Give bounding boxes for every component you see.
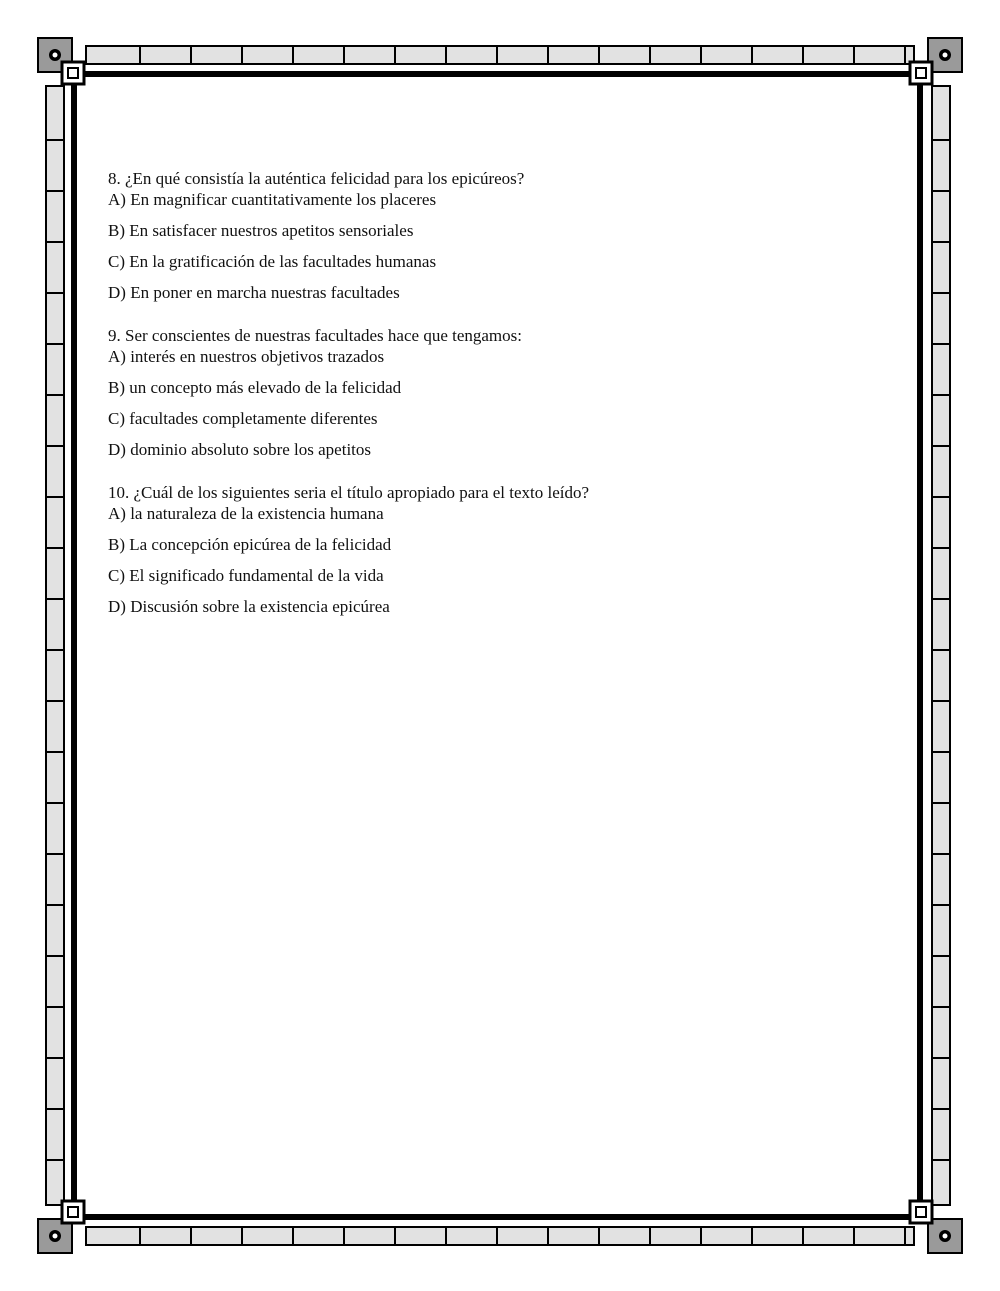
option-a: A) En magnificar cuantitativamente los placeres [108,190,437,209]
corner-ornament-bottom-left [38,1201,84,1253]
left-rail [46,86,64,1205]
question-text: 10. ¿Cuál de los siguientes seria el título apropiado para el texto leído? [108,483,590,502]
right-rail [932,86,950,1205]
question-block-10 [108,482,898,617]
question-block-8 [108,168,898,303]
corner-ornament-top-right [910,38,962,84]
left-rail-ticks [46,140,64,1160]
option-c: C) El significado fundamental de la vida [108,566,384,585]
top-rail [86,46,914,64]
corner-ornament-bottom-right [910,1201,962,1253]
option-b: B) En satisfacer nuestros apetitos sensoriales [108,221,414,240]
option-d: D) dominio absoluto sobre los apetitos [108,440,372,459]
question-text: 9. Ser conscientes de nuestras facultades hace que tengamos: [108,326,522,345]
option-a: A) la naturaleza de la existencia humana [108,504,384,523]
option-c: C) facultades completamente diferentes [108,409,378,428]
bottom-rail [86,1227,914,1245]
option-a: A) interés en nuestros objetivos trazados [108,347,385,366]
option-d: D) Discusión sobre la existencia epicúrea [108,597,390,616]
right-rail-ticks [932,140,950,1160]
corner-ornament-top-left [38,38,84,84]
question-text: 8. ¿En qué consistía la auténtica felicidad para los epicúreos? [108,169,525,188]
option-c: C) En la gratificación de las facultades humanas [108,252,437,271]
worksheet-content [108,168,898,639]
option-b: B) La concepción epicúrea de la felicidad [108,535,392,554]
option-b: B) un concepto más elevado de la felicidad [108,378,402,397]
option-d: D) En poner en marcha nuestras facultades [108,283,400,302]
question-block-9 [108,325,898,460]
